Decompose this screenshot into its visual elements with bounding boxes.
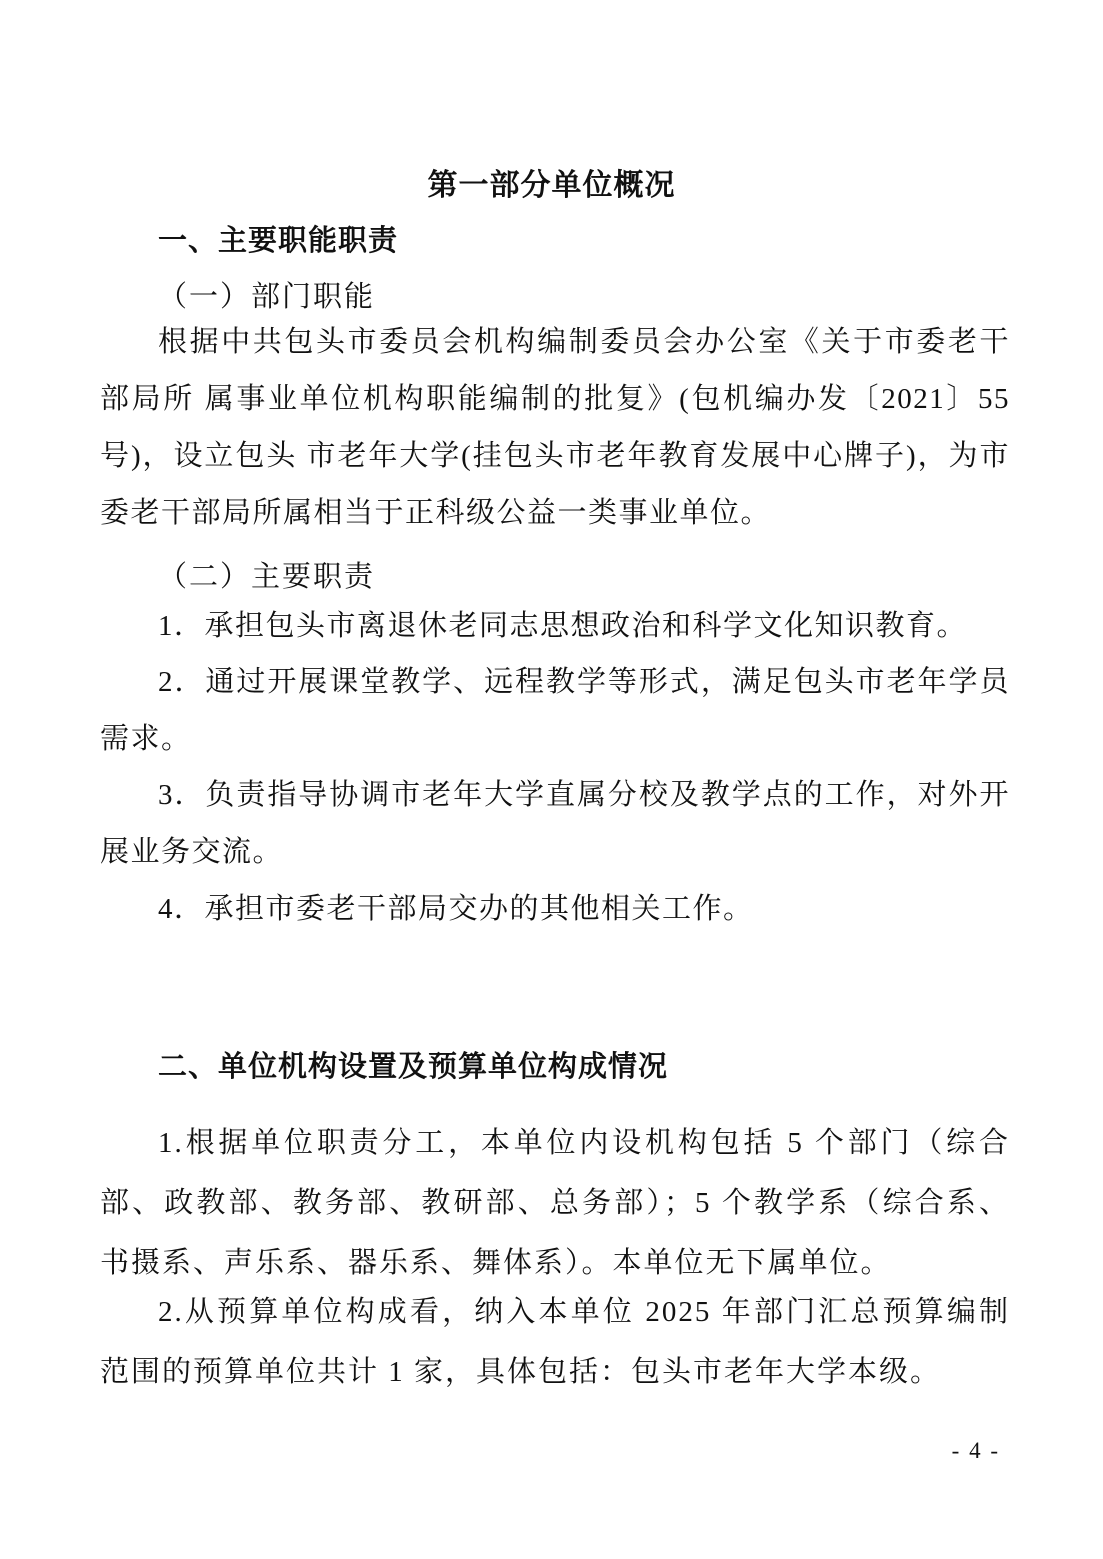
duty-item-1: 1．承担包头市离退休老同志思想政治和科学文化知识教育。 [158,610,968,642]
org-structure-paragraph: 1.根据单位职责分工，本单位内设机构包括 5 个部门（综合部、政教部、教务部、教研部、总务部）；5 个教学系（综合系、书摄系、声乐系、器乐系、舞体系）。本单位无下属单位。 [100,1127,1010,1279]
budget-unit-paragraph: 2.从预算单位构成看，纳入本单位 2025 年部门汇总预算编制范围的预算单位共计 1 家，具体包括：包头市老年大学本级。 [100,1296,1010,1388]
subsection-main-duties-heading: （二）主要职责 [158,561,376,593]
page-number: - 4 - [951,1438,1000,1463]
duty-item-2: 2．通过开展课堂教学、远程教学等形式，满足包头市老年学员需求。 [100,666,1010,755]
page-title: 第一部分单位概况 [427,169,676,202]
subsection-department-functions-heading: （一）部门职能 [158,281,376,313]
section-two-heading: 二、单位机构设置及预算单位构成情况 [158,1051,669,1083]
department-functions-paragraph: 根据中共包头市委员会机构编制委员会办公室《关于市委老干部局所 属事业单位机构职能编制的批复》(包机编办发〔2021〕55 号)，设立包头 市老年大学(挂包头市老年教育发展中心牌子)，为市委老干部局所属相当于正科级公益一类事业单位。 [100,326,1010,529]
duty-item-4: 4．承担市委老干部局交办的其他相关工作。 [158,893,754,925]
duty-item-3: 3．负责指导协调市老年大学直属分校及教学点的工作，对外开展业务交流。 [100,779,1010,868]
section-one-heading: 一、主要职能职责 [158,225,399,257]
